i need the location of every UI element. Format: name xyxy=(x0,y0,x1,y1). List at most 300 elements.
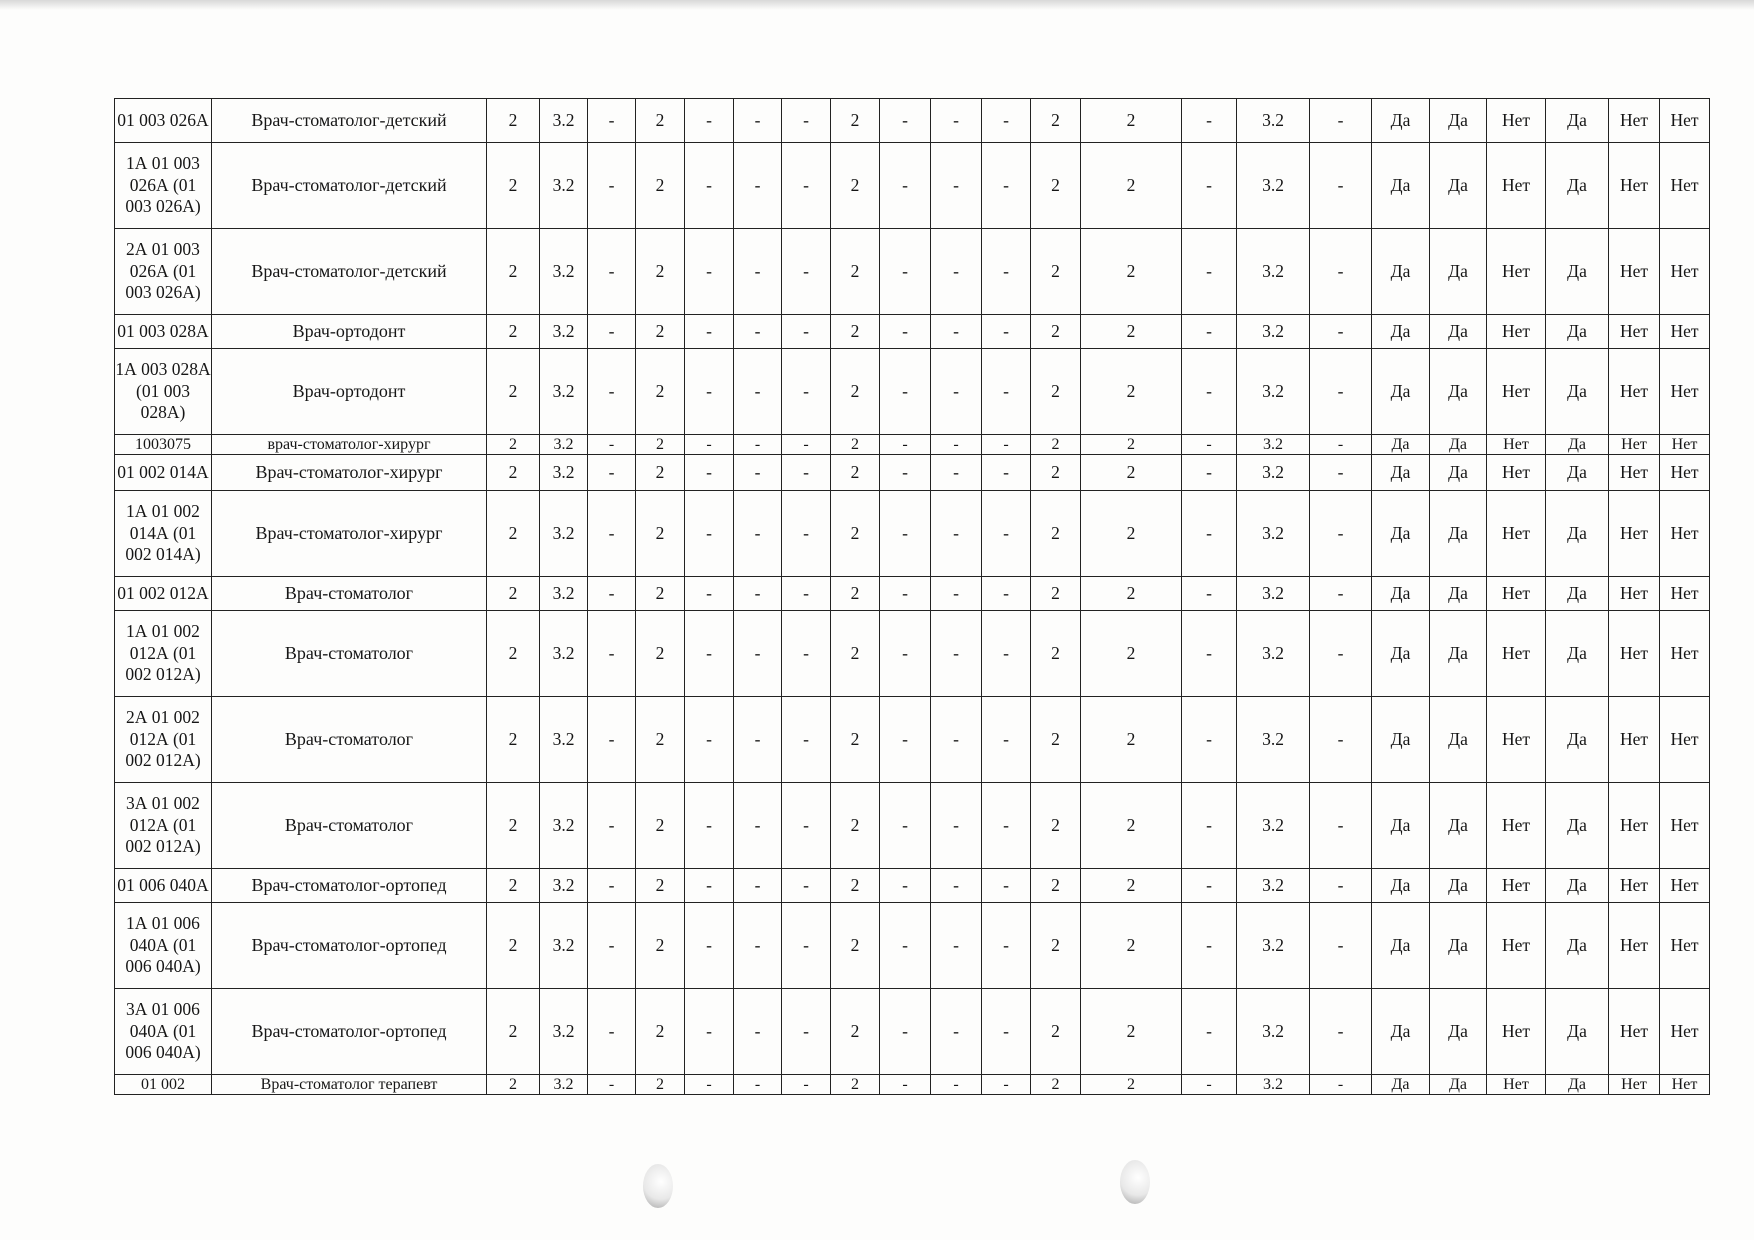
row-cell: - xyxy=(931,577,982,611)
row-cell: - xyxy=(685,455,734,491)
row-cell: 3.2 xyxy=(1237,99,1310,143)
row-cell: - xyxy=(685,611,734,697)
row-cell: 2 xyxy=(1081,989,1182,1075)
row-cell: - xyxy=(782,99,831,143)
row-code: 2А 01 003 026А (01 003 026А) xyxy=(115,229,212,315)
row-cell: - xyxy=(982,99,1031,143)
row-cell: - xyxy=(1182,99,1237,143)
row-cell: - xyxy=(1310,903,1372,989)
row-cell: 3.2 xyxy=(540,697,588,783)
row-cell: 3.2 xyxy=(540,783,588,869)
row-cell: Да xyxy=(1546,989,1609,1075)
row-cell: 2 xyxy=(636,783,685,869)
row-cell: - xyxy=(931,611,982,697)
row-cell: Да xyxy=(1430,143,1487,229)
row-cell: - xyxy=(931,903,982,989)
row-cell: Нет xyxy=(1609,491,1660,577)
row-cell: Нет xyxy=(1609,577,1660,611)
row-cell: Нет xyxy=(1660,903,1710,989)
row-position-name: Врач-стоматолог-детский xyxy=(212,143,487,229)
row-cell: Нет xyxy=(1487,315,1546,349)
row-cell: Да xyxy=(1546,611,1609,697)
row-cell: 2 xyxy=(636,349,685,435)
row-cell: - xyxy=(685,491,734,577)
row-cell: Да xyxy=(1430,611,1487,697)
row-position-name: Врач-стоматолог xyxy=(212,611,487,697)
row-cell: - xyxy=(931,989,982,1075)
row-cell: - xyxy=(588,989,636,1075)
row-cell: - xyxy=(982,435,1031,455)
row-cell: 3.2 xyxy=(540,349,588,435)
row-cell: 2 xyxy=(831,229,880,315)
row-code: 1А 003 028А (01 003 028А) xyxy=(115,349,212,435)
row-cell: 2 xyxy=(1031,455,1081,491)
row-cell: Да xyxy=(1546,491,1609,577)
row-cell: - xyxy=(588,869,636,903)
row-cell: - xyxy=(1310,989,1372,1075)
row-cell: 3.2 xyxy=(540,315,588,349)
row-code: 1А 01 002 012А (01 002 012А) xyxy=(115,611,212,697)
row-cell: 2 xyxy=(1081,903,1182,989)
row-cell: Да xyxy=(1372,315,1430,349)
row-cell: - xyxy=(588,435,636,455)
row-cell: Да xyxy=(1430,315,1487,349)
row-cell: Да xyxy=(1430,869,1487,903)
row-cell: 2 xyxy=(1081,697,1182,783)
row-cell: Нет xyxy=(1660,229,1710,315)
row-cell: - xyxy=(982,349,1031,435)
row-cell: - xyxy=(1182,315,1237,349)
row-cell: Нет xyxy=(1609,229,1660,315)
row-cell: 2 xyxy=(831,491,880,577)
row-cell: - xyxy=(1310,869,1372,903)
table-row xyxy=(115,611,1710,697)
row-position-name: Врач-стоматолог-детский xyxy=(212,229,487,315)
row-cell: - xyxy=(1182,1075,1237,1095)
row-cell: 2 xyxy=(831,577,880,611)
row-position-name: Врач-стоматолог-детский xyxy=(212,99,487,143)
row-cell: Нет xyxy=(1487,229,1546,315)
row-cell: 2 xyxy=(487,455,540,491)
row-cell: - xyxy=(588,491,636,577)
row-cell: - xyxy=(982,611,1031,697)
row-code: 3А 01 002 012А (01 002 012А) xyxy=(115,783,212,869)
table-row xyxy=(115,455,1710,491)
row-cell: - xyxy=(734,99,782,143)
row-cell: - xyxy=(880,869,931,903)
row-cell: 2 xyxy=(487,491,540,577)
row-cell: - xyxy=(734,491,782,577)
row-cell: Да xyxy=(1372,577,1430,611)
row-cell: Да xyxy=(1546,903,1609,989)
row-cell: 2 xyxy=(831,783,880,869)
row-cell: - xyxy=(931,435,982,455)
row-cell: - xyxy=(734,869,782,903)
row-cell: - xyxy=(1182,491,1237,577)
row-cell: - xyxy=(880,783,931,869)
row-cell: Да xyxy=(1372,903,1430,989)
row-cell: Нет xyxy=(1609,455,1660,491)
row-cell: 2 xyxy=(487,869,540,903)
row-cell: - xyxy=(782,455,831,491)
row-cell: 3.2 xyxy=(1237,455,1310,491)
row-cell: Нет xyxy=(1660,783,1710,869)
row-cell: - xyxy=(588,349,636,435)
row-cell: Нет xyxy=(1660,989,1710,1075)
row-cell: 3.2 xyxy=(1237,491,1310,577)
row-cell: - xyxy=(685,869,734,903)
row-cell: Нет xyxy=(1487,1075,1546,1095)
row-cell: 2 xyxy=(1031,577,1081,611)
row-cell: - xyxy=(931,455,982,491)
row-cell: - xyxy=(1310,783,1372,869)
row-cell: 2 xyxy=(831,611,880,697)
row-cell: 2 xyxy=(636,229,685,315)
row-cell: - xyxy=(931,697,982,783)
row-code: 01 003 026A xyxy=(115,99,212,143)
row-cell: - xyxy=(588,611,636,697)
row-cell: - xyxy=(782,143,831,229)
row-position-name: Врач-стоматолог терапевт xyxy=(212,1075,487,1095)
row-cell: - xyxy=(685,99,734,143)
row-cell: - xyxy=(685,697,734,783)
row-cell: Нет xyxy=(1487,577,1546,611)
row-cell: - xyxy=(931,783,982,869)
row-cell: - xyxy=(685,989,734,1075)
row-cell: Да xyxy=(1546,455,1609,491)
row-cell: - xyxy=(685,577,734,611)
row-position-name: Врач-стоматолог xyxy=(212,697,487,783)
row-cell: 3.2 xyxy=(540,577,588,611)
row-cell: Нет xyxy=(1660,491,1710,577)
row-cell: 3.2 xyxy=(540,455,588,491)
row-cell: Нет xyxy=(1487,435,1546,455)
row-code: 1А 01 003 026А (01 003 026А) xyxy=(115,143,212,229)
row-cell: 2 xyxy=(1081,869,1182,903)
row-cell: - xyxy=(982,315,1031,349)
row-cell: 2 xyxy=(1031,143,1081,229)
row-cell: - xyxy=(734,315,782,349)
row-cell: 2 xyxy=(487,435,540,455)
row-cell: Да xyxy=(1372,783,1430,869)
row-cell: 2 xyxy=(1031,435,1081,455)
row-cell: 2 xyxy=(1081,455,1182,491)
row-cell: - xyxy=(734,783,782,869)
row-cell: Да xyxy=(1430,903,1487,989)
row-cell: 3.2 xyxy=(1237,1075,1310,1095)
row-cell: Да xyxy=(1546,869,1609,903)
row-cell: - xyxy=(880,435,931,455)
row-cell: 3.2 xyxy=(540,611,588,697)
row-cell: 3.2 xyxy=(1237,315,1310,349)
row-code: 01 002 xyxy=(115,1075,212,1095)
row-cell: Нет xyxy=(1487,903,1546,989)
row-cell: - xyxy=(982,783,1031,869)
row-cell: - xyxy=(685,229,734,315)
row-cell: Да xyxy=(1430,783,1487,869)
row-cell: 2 xyxy=(1081,349,1182,435)
row-cell: 2 xyxy=(636,611,685,697)
row-cell: Да xyxy=(1430,697,1487,783)
row-cell: Да xyxy=(1546,349,1609,435)
row-cell: 3.2 xyxy=(1237,989,1310,1075)
row-cell: 2 xyxy=(487,697,540,783)
row-cell: 3.2 xyxy=(1237,229,1310,315)
row-cell: - xyxy=(880,903,931,989)
row-cell: - xyxy=(782,491,831,577)
row-position-name: Врач-стоматолог-ортопед xyxy=(212,903,487,989)
row-cell: 3.2 xyxy=(540,143,588,229)
row-cell: 2 xyxy=(1081,783,1182,869)
row-cell: - xyxy=(1182,783,1237,869)
punch-hole-right xyxy=(1120,1160,1150,1204)
row-cell: Нет xyxy=(1487,783,1546,869)
row-cell: - xyxy=(782,577,831,611)
row-cell: Нет xyxy=(1609,99,1660,143)
row-cell: - xyxy=(931,315,982,349)
row-cell: 2 xyxy=(831,349,880,435)
row-cell: Да xyxy=(1546,697,1609,783)
row-cell: - xyxy=(1310,315,1372,349)
row-cell: Нет xyxy=(1660,435,1710,455)
row-cell: 2 xyxy=(1031,99,1081,143)
row-cell: Нет xyxy=(1487,869,1546,903)
row-cell: Нет xyxy=(1609,903,1660,989)
row-cell: - xyxy=(734,903,782,989)
row-cell: Да xyxy=(1430,229,1487,315)
row-cell: - xyxy=(685,315,734,349)
row-cell: - xyxy=(734,611,782,697)
row-cell: 2 xyxy=(831,869,880,903)
row-cell: - xyxy=(880,315,931,349)
row-cell: Нет xyxy=(1609,989,1660,1075)
table-row xyxy=(115,315,1710,349)
row-cell: - xyxy=(782,315,831,349)
row-cell: 2 xyxy=(636,869,685,903)
row-cell: 2 xyxy=(487,1075,540,1095)
row-cell: 2 xyxy=(831,697,880,783)
row-cell: - xyxy=(982,1075,1031,1095)
row-cell: 2 xyxy=(636,435,685,455)
row-cell: Да xyxy=(1372,611,1430,697)
row-cell: 2 xyxy=(1081,229,1182,315)
row-cell: Нет xyxy=(1487,349,1546,435)
row-cell: 3.2 xyxy=(1237,611,1310,697)
row-cell: Да xyxy=(1430,577,1487,611)
row-cell: - xyxy=(588,577,636,611)
row-cell: - xyxy=(734,989,782,1075)
row-cell: - xyxy=(685,143,734,229)
row-cell: 2 xyxy=(1031,611,1081,697)
row-cell: Нет xyxy=(1487,611,1546,697)
row-cell: Да xyxy=(1430,1075,1487,1095)
row-position-name: Врач-ортодонт xyxy=(212,349,487,435)
row-cell: - xyxy=(1310,1075,1372,1095)
table-row xyxy=(115,229,1710,315)
row-cell: - xyxy=(782,611,831,697)
row-cell: - xyxy=(782,435,831,455)
row-cell: 2 xyxy=(831,1075,880,1095)
table-row xyxy=(115,577,1710,611)
row-cell: Да xyxy=(1430,455,1487,491)
table-body xyxy=(115,99,1710,1095)
row-cell: Нет xyxy=(1487,697,1546,783)
row-cell: 2 xyxy=(831,455,880,491)
row-cell: 2 xyxy=(1031,349,1081,435)
row-code: 01 003 028А xyxy=(115,315,212,349)
row-cell: - xyxy=(588,783,636,869)
row-cell: - xyxy=(982,869,1031,903)
row-cell: - xyxy=(1182,229,1237,315)
row-code: 01 002 012А xyxy=(115,577,212,611)
row-cell: - xyxy=(782,869,831,903)
staff-table xyxy=(114,98,1710,1095)
row-cell: - xyxy=(880,491,931,577)
row-cell: - xyxy=(1182,903,1237,989)
table-row xyxy=(115,143,1710,229)
row-cell: 2 xyxy=(1081,491,1182,577)
row-cell: 2 xyxy=(487,229,540,315)
row-cell: - xyxy=(880,349,931,435)
row-cell: - xyxy=(1310,697,1372,783)
row-cell: 2 xyxy=(1081,99,1182,143)
row-cell: - xyxy=(1310,611,1372,697)
row-cell: 3.2 xyxy=(540,1075,588,1095)
row-cell: - xyxy=(588,229,636,315)
row-cell: Нет xyxy=(1660,697,1710,783)
row-cell: - xyxy=(782,1075,831,1095)
row-cell: Нет xyxy=(1487,491,1546,577)
row-cell: 3.2 xyxy=(540,491,588,577)
row-code: 2А 01 002 012А (01 002 012А) xyxy=(115,697,212,783)
row-cell: - xyxy=(1182,611,1237,697)
row-cell: - xyxy=(1182,349,1237,435)
row-code: 1А 01 002 014А (01 002 014А) xyxy=(115,491,212,577)
row-position-name: Врач-ортодонт xyxy=(212,315,487,349)
row-cell: - xyxy=(1182,869,1237,903)
row-cell: Нет xyxy=(1660,143,1710,229)
row-cell: 3.2 xyxy=(1237,783,1310,869)
row-cell: Нет xyxy=(1609,435,1660,455)
row-cell: Нет xyxy=(1487,99,1546,143)
row-code: 1А 01 006 040А (01 006 040А) xyxy=(115,903,212,989)
row-code: 01 006 040А xyxy=(115,869,212,903)
row-cell: - xyxy=(782,697,831,783)
row-cell: Да xyxy=(1372,869,1430,903)
row-cell: Да xyxy=(1430,435,1487,455)
row-cell: - xyxy=(782,229,831,315)
punch-hole-left xyxy=(643,1164,673,1208)
row-cell: - xyxy=(1310,143,1372,229)
row-cell: 3.2 xyxy=(1237,143,1310,229)
row-cell: 3.2 xyxy=(1237,869,1310,903)
row-cell: - xyxy=(782,989,831,1075)
row-cell: 2 xyxy=(1081,611,1182,697)
table-row xyxy=(115,903,1710,989)
row-cell: Да xyxy=(1372,697,1430,783)
row-cell: 3.2 xyxy=(540,435,588,455)
row-cell: Нет xyxy=(1609,1075,1660,1095)
row-cell: - xyxy=(1310,491,1372,577)
row-position-name: Врач-стоматолог-ортопед xyxy=(212,869,487,903)
row-cell: Нет xyxy=(1487,455,1546,491)
row-cell: Нет xyxy=(1609,349,1660,435)
row-cell: - xyxy=(588,903,636,989)
row-cell: Да xyxy=(1430,349,1487,435)
row-cell: - xyxy=(588,1075,636,1095)
row-cell: - xyxy=(782,349,831,435)
row-cell: 2 xyxy=(636,143,685,229)
row-cell: 3.2 xyxy=(1237,349,1310,435)
row-cell: - xyxy=(931,869,982,903)
row-cell: - xyxy=(880,1075,931,1095)
row-cell: - xyxy=(734,577,782,611)
row-cell: 2 xyxy=(831,99,880,143)
row-cell: - xyxy=(1310,229,1372,315)
row-cell: Да xyxy=(1546,1075,1609,1095)
row-cell: 2 xyxy=(1031,903,1081,989)
row-cell: - xyxy=(880,989,931,1075)
row-cell: Нет xyxy=(1609,869,1660,903)
row-cell: Нет xyxy=(1609,783,1660,869)
row-cell: 2 xyxy=(831,989,880,1075)
row-cell: Нет xyxy=(1609,143,1660,229)
table-row xyxy=(115,989,1710,1075)
row-cell: 2 xyxy=(1031,989,1081,1075)
row-cell: 2 xyxy=(636,491,685,577)
row-cell: - xyxy=(880,99,931,143)
row-cell: Нет xyxy=(1660,349,1710,435)
row-cell: - xyxy=(588,143,636,229)
row-cell: 2 xyxy=(636,989,685,1075)
row-cell: 2 xyxy=(636,903,685,989)
row-cell: Нет xyxy=(1660,1075,1710,1095)
row-cell: - xyxy=(1310,99,1372,143)
row-cell: Да xyxy=(1546,99,1609,143)
row-cell: - xyxy=(734,143,782,229)
row-position-name: Врач-стоматолог-хирург xyxy=(212,455,487,491)
table-row xyxy=(115,783,1710,869)
row-cell: - xyxy=(1182,697,1237,783)
row-cell: 2 xyxy=(487,99,540,143)
row-cell: 2 xyxy=(636,99,685,143)
row-position-name: Врач-стоматолог-ортопед xyxy=(212,989,487,1075)
row-cell: - xyxy=(1310,577,1372,611)
row-cell: Нет xyxy=(1660,455,1710,491)
row-cell: - xyxy=(1310,349,1372,435)
row-cell: Да xyxy=(1546,577,1609,611)
row-cell: 2 xyxy=(1081,315,1182,349)
row-cell: - xyxy=(588,99,636,143)
row-cell: 2 xyxy=(487,611,540,697)
row-cell: - xyxy=(982,989,1031,1075)
row-code: 1003075 xyxy=(115,435,212,455)
row-cell: - xyxy=(734,435,782,455)
row-cell: - xyxy=(880,697,931,783)
row-cell: 3.2 xyxy=(1237,435,1310,455)
row-cell: - xyxy=(931,99,982,143)
table-row xyxy=(115,869,1710,903)
row-cell: - xyxy=(1182,435,1237,455)
row-cell: 2 xyxy=(1031,315,1081,349)
table-row xyxy=(115,491,1710,577)
row-cell: 2 xyxy=(1081,577,1182,611)
row-cell: 3.2 xyxy=(540,989,588,1075)
table-row xyxy=(115,99,1710,143)
row-cell: - xyxy=(982,143,1031,229)
row-cell: - xyxy=(685,903,734,989)
row-cell: - xyxy=(931,143,982,229)
